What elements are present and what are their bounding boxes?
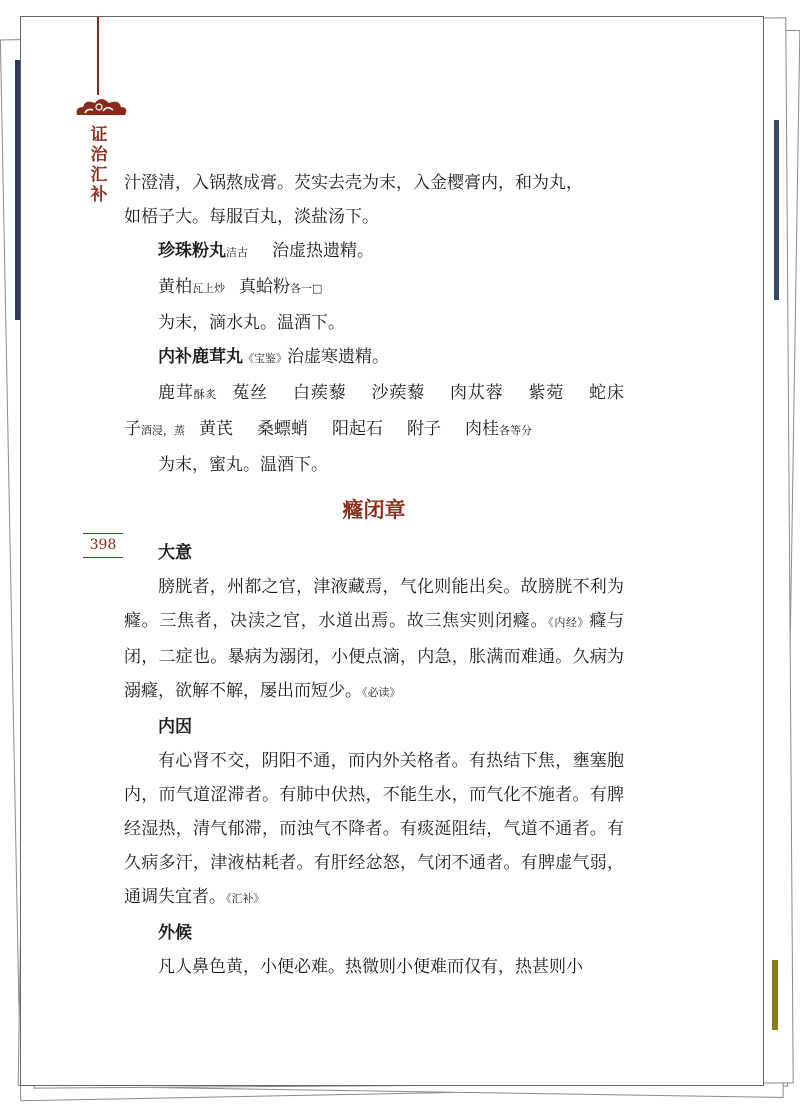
paragraph-text: 膀胱者，州都之官，津液藏焉，气化则能出矣。故膀胱不利为癃。三焦者，决渎之官，水道出焉。故三焦实则闭癃。 — [124, 577, 624, 631]
herb: 沙蒺藜 — [370, 383, 426, 403]
herb: 菟丝 — [231, 383, 269, 403]
herb: 黄芪 — [199, 419, 233, 439]
herb: 桑螵蛸 — [257, 419, 308, 439]
citation: 《汇补》 — [226, 892, 265, 905]
herb-note: 各一□ — [290, 282, 323, 295]
text-line: 汁澄清，入锅熬成膏。芡实去壳为末，入金樱膏内，和为丸， — [124, 173, 583, 193]
herb: 肉桂 — [465, 419, 499, 439]
paragraph: 凡人鼻色黄，小便必难。热微则小便难而仅有，热甚则小 — [158, 957, 583, 977]
section-heading: 大意 — [158, 543, 192, 563]
herb: 阳起石 — [332, 419, 383, 439]
formula-source: 洁古 — [226, 246, 248, 259]
section-heading: 内因 — [158, 717, 192, 737]
herb: 鹿茸 — [158, 383, 194, 403]
herb: 蛇床 — [588, 383, 624, 403]
herb: 黄柏 — [158, 277, 192, 297]
auspicious-cloud-icon — [73, 95, 129, 123]
herb: 肉苁蓉 — [449, 383, 504, 403]
herb: 紫菀 — [527, 383, 565, 403]
page-number-rule — [83, 557, 123, 558]
herb-note: 瓦上炒 — [192, 282, 225, 295]
herb-line — [124, 270, 624, 306]
running-title: 证治汇补 — [90, 125, 108, 205]
citation: 《必读》 — [362, 686, 401, 699]
text-line: 如梧子大。每服百丸，淡盐汤下。 — [124, 207, 379, 227]
body-text — [124, 166, 624, 984]
herb: 附子 — [407, 419, 441, 439]
decorative-red-line — [97, 17, 99, 95]
sheet-edge-accent — [772, 960, 778, 1030]
herb-note: 酥炙 — [193, 388, 218, 401]
citation: 《内经》 — [548, 616, 590, 629]
herb-note: 酒浸，蒸 — [141, 424, 185, 437]
paragraph-text: 有心肾不交，阴阳不通，而内外关格者。有热结下焦，壅塞胞内，而气道涩滞者。有肺中伏热，不能生水，而气化不施者。有脾经湿热，清气郁滞，而浊气不降者。有痰涎阻结，气道不通者。有久病多汗，津液枯耗者。有肝经忿怒，气闭不通者。有脾虚气弱，通调失宜者。 — [124, 751, 624, 907]
formula-source: 《宝鉴》 — [243, 352, 287, 365]
formula-name: 内补鹿茸丸 — [158, 347, 243, 367]
preparation: 为末，滴水丸。温酒下。 — [158, 313, 345, 333]
formula-title — [124, 340, 624, 376]
paragraph-text: 癃与闭，二症也。暴病为溺闭，小便点滴，内急，胀满而难通。久病为溺癃，欲解不解，屡出而短少。 — [124, 611, 625, 701]
herb-note: 各等分 — [499, 424, 532, 437]
page-number: 398 — [89, 537, 117, 553]
formula-name: 珍珠粉丸 — [158, 241, 226, 261]
preparation: 为末，蜜丸。温酒下。 — [158, 455, 328, 475]
chapter-title: 癃闭章 — [342, 497, 406, 522]
paragraph — [124, 570, 624, 710]
formula-indication: 治虚热遗精。 — [272, 241, 374, 261]
paragraph — [124, 744, 624, 916]
herb: 子 — [124, 419, 141, 439]
sheet-edge-accent — [774, 120, 779, 300]
page-number-rule — [83, 533, 123, 534]
formula-title — [124, 234, 624, 270]
herb: 白蒺藜 — [292, 383, 347, 403]
herb-line — [124, 376, 624, 412]
section-heading: 外候 — [158, 923, 192, 943]
herb: 真蛤粉 — [239, 277, 290, 297]
herb-line — [124, 412, 624, 448]
formula-indication: 治虚寒遗精。 — [287, 347, 389, 367]
